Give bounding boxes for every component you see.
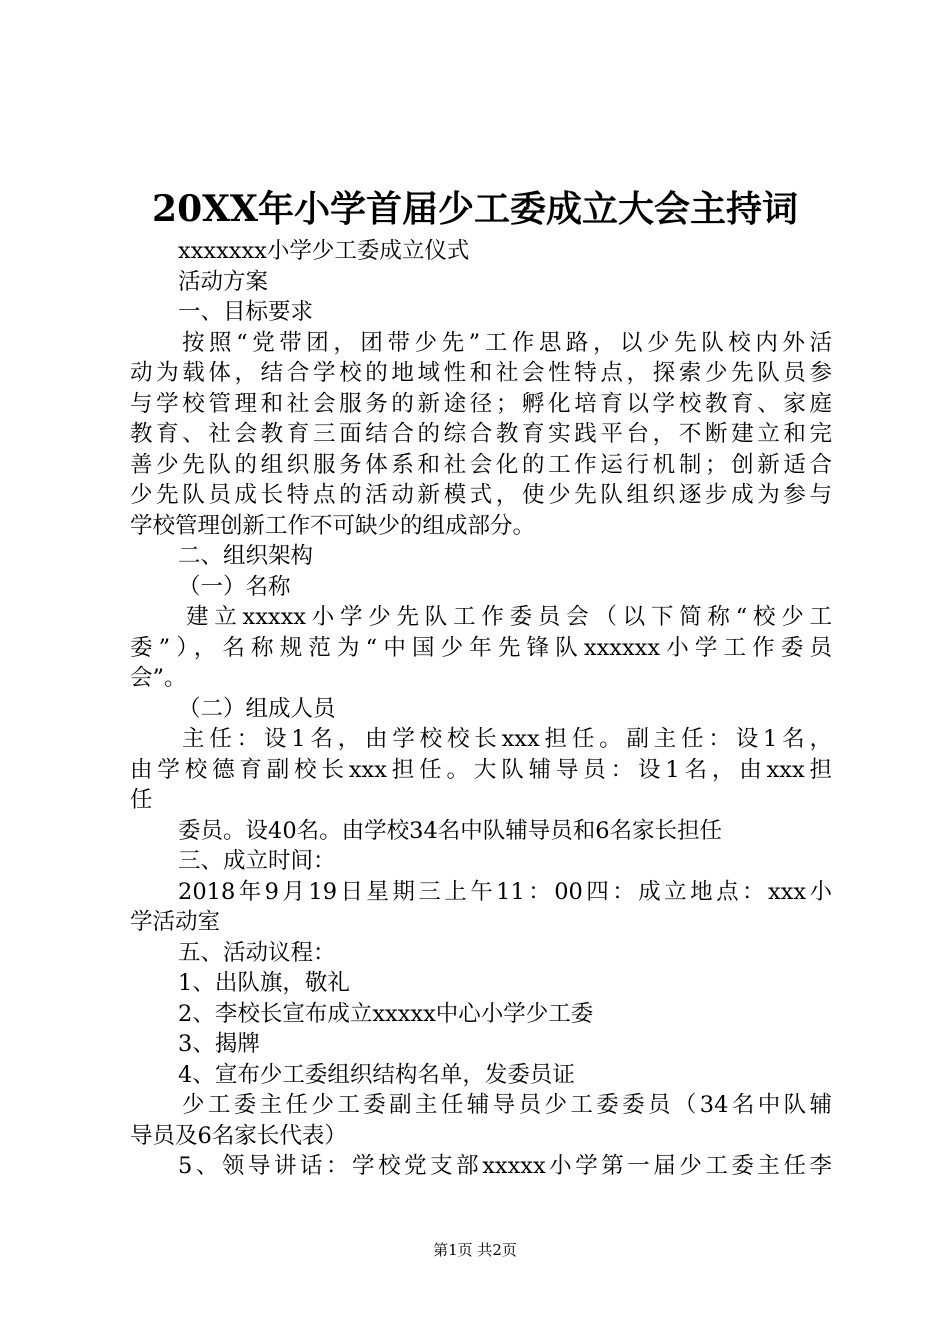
document-line: 二、组织架构 bbox=[178, 543, 314, 569]
document-line: 2、李校长宣布成立xxxxx中心小学少工委 bbox=[178, 1000, 594, 1027]
document-line: 5、领导讲话：学校党支部xxxxx小学第一届少工委主任李 bbox=[178, 1153, 832, 1179]
document-line: 三、成立时间： bbox=[178, 848, 336, 874]
document-line: 少工委主任少工委副主任辅导员少工委委员（34名中队辅 bbox=[182, 1092, 832, 1118]
document-line: 由学校德育副校长xxx担任。大队辅导员：设1名，由xxx担 bbox=[130, 756, 832, 783]
document-line: xxxxxxx小学少工委成立仪式 bbox=[178, 238, 470, 264]
document-line: 建立xxxxx小学少先队工作委员会（以下简称“校少工 bbox=[186, 604, 832, 630]
document-line: 任 bbox=[130, 787, 153, 813]
document-line: 活动方案 bbox=[178, 268, 269, 295]
document-line: 少先队员成长特点的活动新模式，使少先队组织逐步成为参与 bbox=[130, 482, 832, 508]
document-line: 3、揭牌 bbox=[178, 1031, 260, 1057]
document-line: 一、目标要求 bbox=[178, 299, 314, 325]
document-line: 会”。 bbox=[130, 665, 187, 691]
document-body bbox=[130, 236, 832, 1182]
document-line: 2018年9月19日星期三上午11：00四：成立地点：xxx小 bbox=[178, 878, 832, 905]
document-line: 善少先队的组织服务体系和社会化的工作运行机制；创新适合 bbox=[130, 451, 832, 478]
document-line: 主任：设1名，由学校校长xxx担任。副主任：设1名， bbox=[182, 726, 832, 752]
document-line: 委”），名称规范为“中国少年先锋队xxxxxx小学工作委员 bbox=[130, 634, 832, 661]
document-line: 1、出队旗，敬礼 bbox=[178, 970, 350, 996]
document-line: （一）名称 bbox=[178, 573, 291, 600]
document-line: 4、宣布少工委组织结构名单，发委员证 bbox=[178, 1061, 575, 1088]
document-line: 导员及6名家长代表） bbox=[130, 1122, 347, 1149]
document-line: 按照“党带团，团带少先”工作思路，以少先队校内外活 bbox=[182, 329, 832, 356]
document-line: 学活动室 bbox=[130, 909, 221, 935]
document-line: 委员。设40名。由学校34名中队辅导员和6名家长担任 bbox=[178, 817, 723, 844]
document-line: 学校管理创新工作不可缺少的组成部分。 bbox=[130, 512, 536, 539]
document-line: 五、活动议程： bbox=[178, 939, 336, 966]
document-line: 与学校管理和社会服务的新途径；孵化培育以学校教育、家庭 bbox=[130, 390, 832, 417]
document-line: （二）组成人员 bbox=[178, 695, 336, 722]
page-footer: 第1页 共2页 bbox=[433, 1241, 517, 1259]
document-line: 教育、社会教育三面结合的综合教育实践平台，不断建立和完 bbox=[130, 421, 832, 447]
document-title: 20XX年小学首届少工委成立大会主持词 bbox=[152, 188, 798, 230]
document-line: 动为载体，结合学校的地域性和社会性特点，探索少先队员参 bbox=[130, 360, 832, 386]
